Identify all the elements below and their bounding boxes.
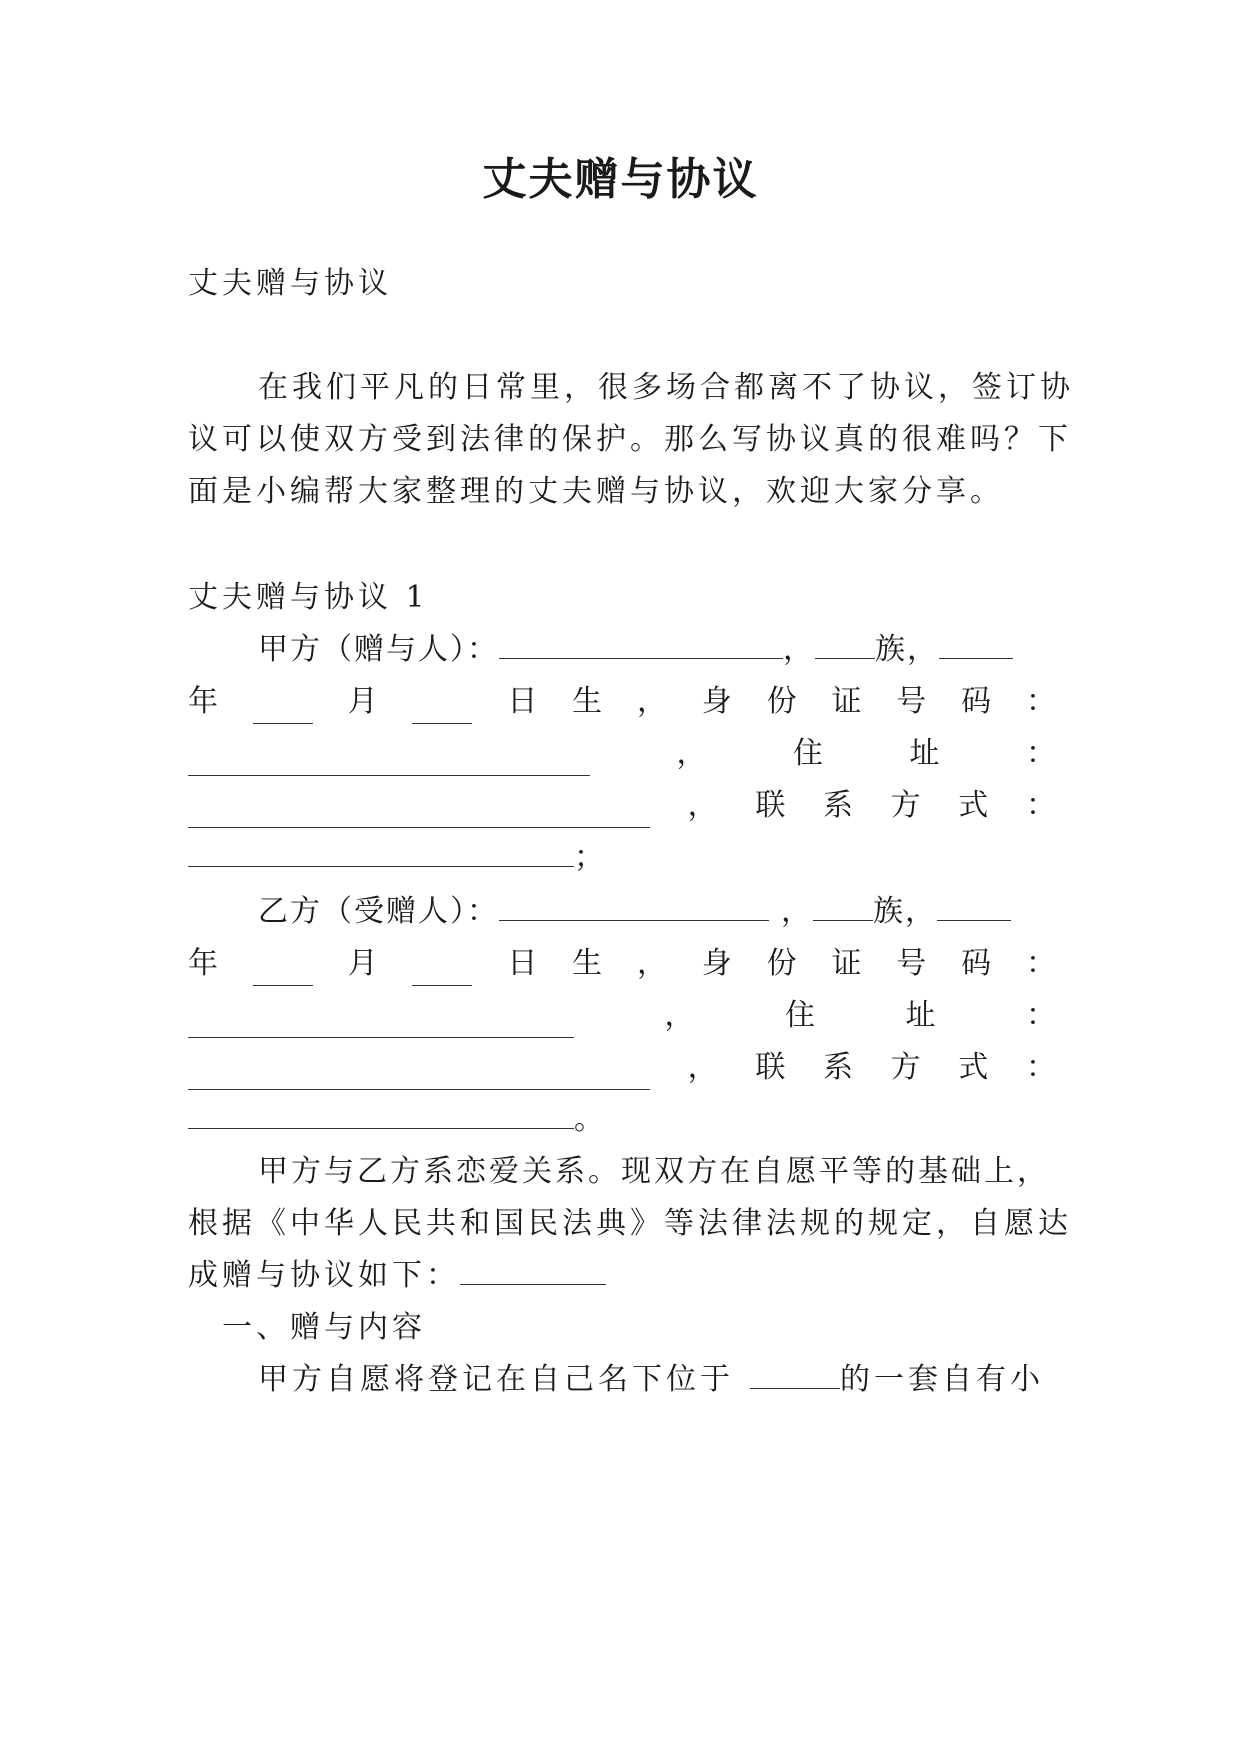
id-char: 份	[766, 946, 797, 981]
party-a-line-4	[188, 784, 1056, 828]
contact-char: 式	[958, 788, 989, 823]
comma: ，	[687, 788, 718, 823]
subtitle: 丈夫赠与协议	[188, 266, 392, 301]
address-blank	[188, 797, 650, 828]
party-a-line-2	[188, 680, 1056, 724]
contact-blank	[188, 836, 574, 867]
addr-char: 住	[793, 736, 823, 771]
birth-label: 生	[572, 946, 603, 981]
period: 。	[574, 1102, 608, 1137]
ethnic-label: 族，	[875, 632, 939, 667]
party-a-line-5	[188, 836, 608, 880]
id-char: 码	[961, 946, 992, 981]
addr-char: 址	[905, 998, 936, 1033]
intro-line-2: 议可以使双方受到法律的保护。那么写协议真的很难吗？下	[188, 422, 1072, 457]
comma: ，	[783, 632, 815, 667]
id-char: 号	[896, 684, 927, 719]
month-label: 月	[347, 684, 378, 719]
comma: ，	[676, 736, 707, 771]
colon: ：	[1025, 788, 1056, 823]
name-blank	[499, 628, 783, 659]
semicolon: ；	[574, 840, 608, 875]
colon: ：	[1025, 1050, 1056, 1085]
colon: ：	[1025, 684, 1056, 719]
id-char: 证	[831, 946, 862, 981]
contact-char: 方	[890, 788, 921, 823]
month-blank	[253, 955, 313, 986]
relation-line-3	[188, 1254, 606, 1298]
year-label: 年	[188, 946, 218, 981]
relation-line-1: 甲方与乙方系恋爱关系。现双方在自愿平等的基础上，	[258, 1154, 1050, 1189]
colon: ：	[1026, 736, 1056, 771]
day-blank	[412, 693, 472, 724]
name-blank	[499, 890, 769, 921]
section-heading: 丈夫赠与协议 1	[188, 580, 429, 615]
relation-line-2: 根据《中华人民共和国民法典》等法律法规的规定，自愿达	[188, 1206, 1072, 1241]
address-blank	[188, 1059, 650, 1090]
id-char: 身	[701, 684, 732, 719]
id-blank	[188, 745, 590, 776]
party-b-line-5	[188, 1098, 608, 1142]
clause-heading: 一、赠与内容	[222, 1310, 426, 1345]
id-char: 身	[701, 946, 732, 981]
id-char: 证	[831, 684, 862, 719]
id-char: 码	[961, 684, 992, 719]
party-a-label: 甲方（赠与人）：	[258, 632, 499, 667]
comma: ，	[636, 684, 667, 719]
year-blank	[937, 890, 1011, 921]
party-a-line-1	[258, 628, 1013, 672]
ethnic-blank	[813, 890, 873, 921]
colon: ：	[1025, 946, 1056, 981]
clause-text: 的一套自有小	[840, 1362, 1044, 1397]
comma: ，	[781, 894, 813, 929]
document-title: 丈夫赠与协议	[482, 154, 759, 205]
contact-char: 联	[755, 1050, 786, 1085]
year-label: 年	[188, 684, 218, 719]
party-b-line-3	[188, 994, 1056, 1038]
comma: ，	[636, 946, 667, 981]
clause-line-1	[258, 1358, 1044, 1402]
month-blank	[253, 693, 313, 724]
contact-char: 联	[755, 788, 786, 823]
id-char: 号	[896, 946, 927, 981]
party-b-line-2	[188, 942, 1056, 986]
contact-char: 方	[890, 1050, 921, 1085]
birth-label: 生	[572, 684, 603, 719]
party-b-line-1	[258, 890, 1011, 934]
ethnic-blank	[815, 628, 875, 659]
contact-char: 系	[822, 788, 853, 823]
comma: ，	[687, 1050, 718, 1085]
agreement-blank	[460, 1254, 606, 1285]
contact-blank	[188, 1098, 574, 1129]
month-label: 月	[347, 946, 378, 981]
party-b-line-4	[188, 1046, 1056, 1090]
intro-line-1: 在我们平凡的日常里，很多场合都离不了协议，签订协	[258, 370, 1074, 405]
day-label: 日	[507, 684, 538, 719]
colon: ：	[1026, 998, 1056, 1033]
ethnic-label: 族，	[873, 894, 937, 929]
id-blank	[188, 1007, 574, 1038]
clause-text: 甲方自愿将登记在自己名下位于	[258, 1362, 734, 1397]
addr-char: 址	[909, 736, 940, 771]
comma: ，	[664, 998, 695, 1033]
relation-text: 成赠与协议如下：	[188, 1258, 460, 1293]
contact-char: 系	[822, 1050, 853, 1085]
day-label: 日	[507, 946, 538, 981]
year-blank	[939, 628, 1013, 659]
id-char: 份	[766, 684, 797, 719]
location-blank	[750, 1358, 840, 1389]
day-blank	[412, 955, 472, 986]
party-b-label: 乙方（受赠人）：	[258, 894, 499, 929]
contact-char: 式	[958, 1050, 989, 1085]
addr-char: 住	[785, 998, 815, 1033]
intro-line-3: 面是小编帮大家整理的丈夫赠与协议，欢迎大家分享。	[188, 474, 1004, 509]
party-a-line-3	[188, 732, 1056, 776]
